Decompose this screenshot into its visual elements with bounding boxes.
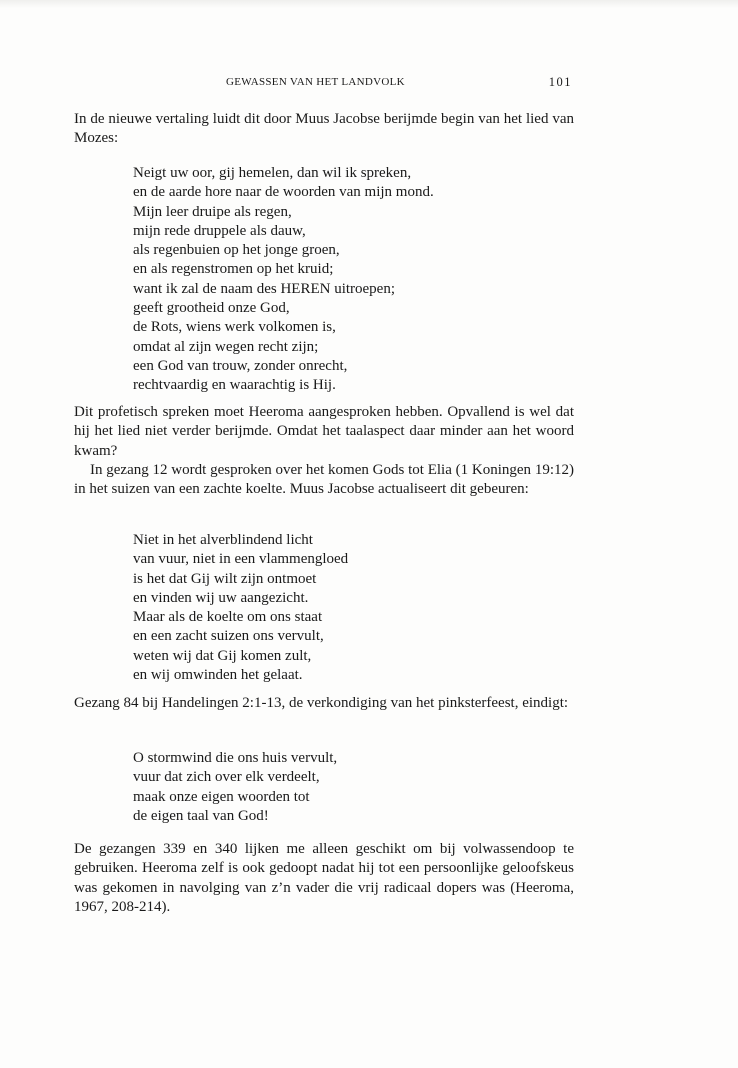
page-number: 101 [548, 75, 572, 89]
paragraph-prophetic-text: Dit profetisch spreken moet Heeroma aangesproken hebben. Opvallend is wel dat hij het lied niet verder berijmde. Omdat het taalaspect daar minder aan het woord kwam? [74, 404, 574, 459]
verse-line: een God van trouw, zonder onrecht, [133, 357, 348, 374]
verse-line: Maar als de koelte om ons staat [133, 609, 323, 626]
paragraph-gezang-84-text: Gezang 84 bij Handelingen 2:1-13, de verkondiging van het pinksterfeest, eindigt: [74, 695, 569, 711]
verse-line: en wij omwinden het gelaat. [133, 667, 303, 684]
verse-line: de eigen taal van God! [133, 807, 269, 824]
verse-line: en als regenstromen op het kruid; [133, 261, 334, 278]
verse-line: geeft grootheid onze God, [133, 300, 290, 317]
verse-line: de Rots, wiens werk volkomen is, [133, 319, 336, 336]
verse-line: weten wij dat Gij komen zult, [133, 647, 312, 664]
verse-line: want ik zal de naam des HEREN uitroepen; [133, 280, 396, 297]
verse-line: mijn rede druppele als dauw, [133, 222, 306, 239]
verse-block-gezang-84 [133, 749, 553, 826]
running-header [74, 74, 574, 94]
verse-line: omdat al zijn wegen recht zijn; [133, 338, 319, 355]
verse-line: en de aarde hore naar de woorden van mijn mond. [133, 184, 434, 201]
paragraph-gezangen-339-340-text: De gezangen 339 en 340 lijken me alleen geschikt om bij volwassendoop te gebruiken. Heeroma zelf is ook gedoopt nadat hij tot een persoonlijke geloofskeus was gekomen in navolging van z’n vader die vrij radicaal dopers was (Heeroma, 1967, 208-214). [74, 841, 574, 915]
intro-text: In de nieuwe vertaling luidt dit door Muus Jacobse berijmde begin van het lied van Mozes: [74, 111, 574, 147]
verse-line: Mijn leer druipe als regen, [133, 203, 292, 220]
verse-line: en een zacht suizen ons vervult, [133, 628, 324, 645]
verse-line: O stormwind die ons huis vervult, [133, 750, 338, 766]
verse-line: vuur dat zich over elk verdeelt, [133, 769, 320, 786]
verse-line: is het dat Gij wilt zijn ontmoet [133, 570, 317, 587]
page-top-edge [0, 0, 738, 8]
verse-line: als regenbuien op het jonge groen, [133, 242, 340, 259]
verse-line: maak onze eigen woorden tot [133, 788, 310, 805]
paragraph-prophetic [74, 403, 574, 499]
paragraph-gezangen-339-340 [74, 840, 574, 917]
verse-line: Niet in het alverblindend licht [133, 532, 313, 548]
paragraph-gezang-84 [74, 694, 574, 713]
verse-line: rechtvaardig en waarachtig is Hij. [133, 377, 336, 394]
paragraph-gezang-12-text: In gezang 12 wordt gesproken over het komen Gods tot Elia (1 Koningen 19:12) in het suizen van een zachte koelte. Muus Jacobse actualiseert dit gebeuren: [74, 461, 574, 498]
verse-line: van vuur, niet in een vlammengloed [133, 551, 349, 568]
intro-paragraph [74, 110, 574, 149]
verse-block-gezang-12 [133, 531, 553, 685]
verse-line: Neigt uw oor, gij hemelen, dan wil ik spreken, [133, 165, 412, 181]
verse-line: en vinden wij uw aangezicht. [133, 589, 309, 606]
verse-block-song-of-moses [133, 164, 553, 396]
running-title: GEWASSEN VAN HET LANDVOLK [226, 76, 405, 88]
